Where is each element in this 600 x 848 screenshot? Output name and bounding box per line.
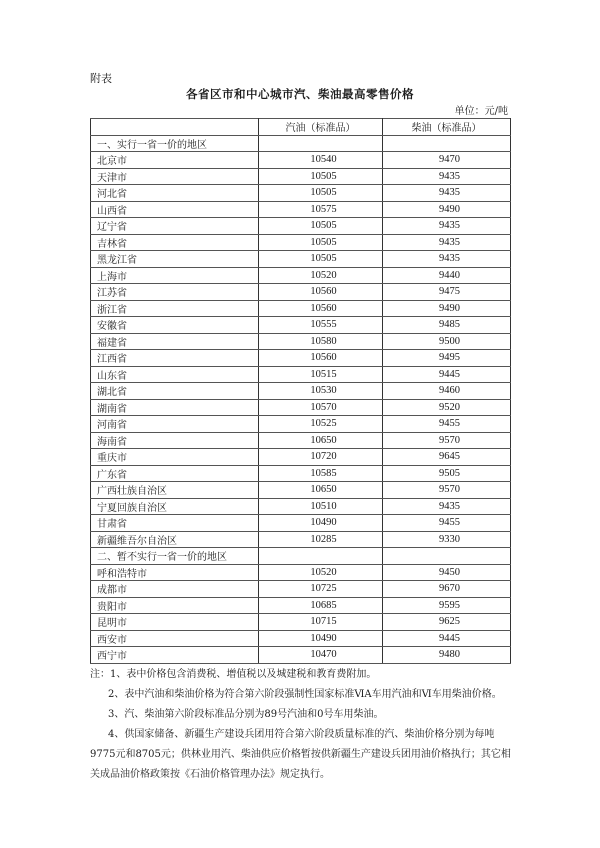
table-row (91, 152, 511, 169)
table-row (91, 630, 511, 647)
region-cell: 西安市 (91, 630, 259, 647)
gasoline-price-cell: 10520 (259, 267, 383, 284)
gasoline-price-cell: 10575 (259, 201, 383, 218)
page-title: 各省区市和中心城市汽、柴油最高零售价格 (186, 87, 414, 101)
region-cell: 宁夏回族自治区 (91, 498, 259, 515)
section-diesel-cell (383, 135, 511, 152)
diesel-price-cell: 9485 (383, 317, 511, 334)
diesel-price-cell: 9625 (383, 614, 511, 631)
gasoline-price-cell: 10505 (259, 218, 383, 235)
diesel-price-cell: 9440 (383, 267, 511, 284)
diesel-price-cell: 9570 (383, 432, 511, 449)
price-table (90, 118, 511, 664)
gasoline-price-cell: 10530 (259, 383, 383, 400)
gasoline-price-cell: 10555 (259, 317, 383, 334)
gasoline-price-cell: 10715 (259, 614, 383, 631)
table-row (91, 647, 511, 664)
region-cell: 福建省 (91, 333, 259, 350)
diesel-price-cell: 9490 (383, 201, 511, 218)
table-row (91, 218, 511, 235)
table-row (91, 432, 511, 449)
gasoline-price-cell: 10505 (259, 185, 383, 202)
gasoline-price-cell: 10510 (259, 498, 383, 515)
diesel-price-cell: 9435 (383, 251, 511, 268)
table-row (91, 366, 511, 383)
diesel-price-cell: 9455 (383, 416, 511, 433)
gasoline-price-cell: 10725 (259, 581, 383, 598)
table-body (91, 135, 511, 663)
diesel-price-cell: 9435 (383, 168, 511, 185)
table-row (91, 531, 511, 548)
region-cell: 江西省 (91, 350, 259, 367)
gasoline-price-cell: 10490 (259, 630, 383, 647)
table-row (91, 416, 511, 433)
diesel-price-cell: 9455 (383, 515, 511, 532)
region-cell: 黑龙江省 (91, 251, 259, 268)
diesel-price-cell: 9330 (383, 531, 511, 548)
gasoline-price-cell: 10720 (259, 449, 383, 466)
gasoline-price-cell: 10560 (259, 300, 383, 317)
note-4: 4、供国家储备、新疆生产建设兵团用符合第六阶段质量标准的汽、柴油价格分别为每吨9775元和8705元；供林业用汽、柴油供应价格暂按供新疆生产建设兵团用油价格执行；其它相关成品油价格政策按《石油价格管理办法》规定执行。 (90, 729, 511, 780)
table-row (91, 449, 511, 466)
section-gasoline-cell (259, 135, 383, 152)
table-row (91, 515, 511, 532)
gasoline-price-cell: 10540 (259, 152, 383, 169)
note-3: 3、汽、柴油第六阶段标准品分别为89号汽油和0号车用柴油。 (108, 709, 384, 720)
gasoline-price-cell: 10505 (259, 234, 383, 251)
section-heading: 一、实行一省一价的地区 (91, 135, 259, 152)
region-cell: 北京市 (91, 152, 259, 169)
region-cell: 广东省 (91, 465, 259, 482)
table-row (91, 267, 511, 284)
gasoline-price-cell: 10570 (259, 399, 383, 416)
header-gasoline: 汽油（标准品） (259, 119, 383, 136)
region-cell: 昆明市 (91, 614, 259, 631)
diesel-price-cell: 9520 (383, 399, 511, 416)
table-row (91, 498, 511, 515)
section-gasoline-cell (259, 548, 383, 565)
unit-label: 单位：元/吨 (454, 106, 508, 117)
header-diesel: 柴油（标准品） (383, 119, 511, 136)
table-row (91, 482, 511, 499)
section-heading-row (91, 135, 511, 152)
table-row (91, 317, 511, 334)
table-row (91, 185, 511, 202)
diesel-price-cell: 9435 (383, 185, 511, 202)
table-row (91, 201, 511, 218)
gasoline-price-cell: 10650 (259, 432, 383, 449)
section-diesel-cell (383, 548, 511, 565)
header-region (91, 119, 259, 136)
table-row (91, 300, 511, 317)
diesel-price-cell: 9570 (383, 482, 511, 499)
table-row (91, 350, 511, 367)
region-cell: 新疆维吾尔自治区 (91, 531, 259, 548)
gasoline-price-cell: 10505 (259, 168, 383, 185)
table-row (91, 581, 511, 598)
region-cell: 甘肃省 (91, 515, 259, 532)
table-row (91, 284, 511, 301)
table-row (91, 614, 511, 631)
diesel-price-cell: 9450 (383, 564, 511, 581)
gasoline-price-cell: 10515 (259, 366, 383, 383)
region-cell: 贵阳市 (91, 597, 259, 614)
region-cell: 河北省 (91, 185, 259, 202)
diesel-price-cell: 9595 (383, 597, 511, 614)
region-cell: 呼和浩特市 (91, 564, 259, 581)
diesel-price-cell: 9495 (383, 350, 511, 367)
gasoline-price-cell: 10685 (259, 597, 383, 614)
region-cell: 山东省 (91, 366, 259, 383)
region-cell: 重庆市 (91, 449, 259, 466)
region-cell: 天津市 (91, 168, 259, 185)
gasoline-price-cell: 10470 (259, 647, 383, 664)
table-row (91, 383, 511, 400)
region-cell: 山西省 (91, 201, 259, 218)
section-heading-row (91, 548, 511, 565)
diesel-price-cell: 9470 (383, 152, 511, 169)
diesel-price-cell: 9500 (383, 333, 511, 350)
region-cell: 湖北省 (91, 383, 259, 400)
gasoline-price-cell: 10490 (259, 515, 383, 532)
region-cell: 广西壮族自治区 (91, 482, 259, 499)
annex-label: 附表 (90, 72, 112, 85)
diesel-price-cell: 9645 (383, 449, 511, 466)
note-2: 2、表中汽油和柴油价格为符合第六阶段强制性国家标准ⅥA车用汽油和Ⅵ车用柴油价格。 (108, 689, 502, 700)
table-row (91, 234, 511, 251)
region-cell: 海南省 (91, 432, 259, 449)
diesel-price-cell: 9480 (383, 647, 511, 664)
gasoline-price-cell: 10580 (259, 333, 383, 350)
diesel-price-cell: 9435 (383, 234, 511, 251)
diesel-price-cell: 9435 (383, 498, 511, 515)
table-row (91, 399, 511, 416)
table-row (91, 465, 511, 482)
region-cell: 吉林省 (91, 234, 259, 251)
notes (90, 665, 512, 785)
table-row (91, 168, 511, 185)
region-cell: 成都市 (91, 581, 259, 598)
region-cell: 辽宁省 (91, 218, 259, 235)
gasoline-price-cell: 10525 (259, 416, 383, 433)
gasoline-price-cell: 10650 (259, 482, 383, 499)
gasoline-price-cell: 10585 (259, 465, 383, 482)
table-row (91, 333, 511, 350)
gasoline-price-cell: 10520 (259, 564, 383, 581)
note-1: 注：1、表中价格包含消费税、增值税以及城建税和教育费附加。 (90, 669, 377, 680)
table-row (91, 597, 511, 614)
gasoline-price-cell: 10560 (259, 284, 383, 301)
table-row (91, 564, 511, 581)
region-cell: 上海市 (91, 267, 259, 284)
region-cell: 河南省 (91, 416, 259, 433)
diesel-price-cell: 9435 (383, 218, 511, 235)
section-heading: 二、暂不实行一省一价的地区 (91, 548, 259, 565)
diesel-price-cell: 9475 (383, 284, 511, 301)
diesel-price-cell: 9505 (383, 465, 511, 482)
region-cell: 湖南省 (91, 399, 259, 416)
gasoline-price-cell: 10560 (259, 350, 383, 367)
diesel-price-cell: 9460 (383, 383, 511, 400)
region-cell: 安徽省 (91, 317, 259, 334)
table-row (91, 251, 511, 268)
region-cell: 浙江省 (91, 300, 259, 317)
diesel-price-cell: 9490 (383, 300, 511, 317)
region-cell: 西宁市 (91, 647, 259, 664)
table-header-row (91, 119, 511, 136)
diesel-price-cell: 9445 (383, 366, 511, 383)
gasoline-price-cell: 10505 (259, 251, 383, 268)
diesel-price-cell: 9445 (383, 630, 511, 647)
gasoline-price-cell: 10285 (259, 531, 383, 548)
diesel-price-cell: 9670 (383, 581, 511, 598)
region-cell: 江苏省 (91, 284, 259, 301)
